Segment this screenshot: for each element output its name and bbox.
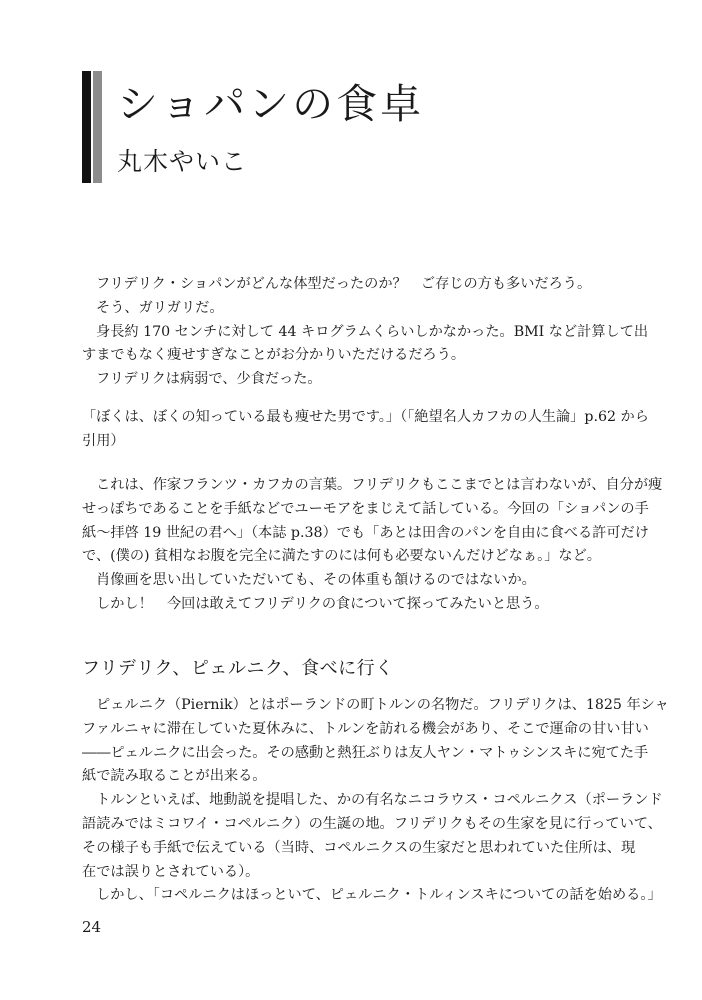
section-line-3: ――ピェルニクに出会った。その感動と熱狂ぶりは友人ヤン・マトゥシンスキに宛てた手 [82,744,649,761]
quote-block [82,406,649,454]
para2-line-5: 肖像画を思い出していただいても、その体重も頷けるのではないか。 [96,572,536,589]
intro-line-3: 身長約 170 センチに対して 44 キログラムくらいしかなかった。BMI など計算して出 [96,323,649,340]
section-heading: フリデリク、ピェルニク、食べに行く [82,658,394,679]
section-line-9: しかし、「コペルニクはほっといて、ピェルニク・トルィンスキについての話を始める。」 [96,887,662,904]
author-name: 丸木やいこ [117,147,248,176]
quote-line-2: 引用） [82,432,125,449]
section-line-4: 紙で読み取ることが出来る。 [82,768,267,785]
section-line-7: その様子も手紙で伝えている（当時、コペルニクスの生家だと思われていた住所は、現 [82,839,636,856]
section-line-5: トルンといえば、地動説を提唱した、かの有名なニコラウス・コペルニクス（ポーランド [96,792,663,809]
intro-paragraph [82,273,649,392]
title-bar-dark [82,71,91,183]
para2-line-6: しかし！ 今回は敢えてフリデリクの食について探ってみたいと思う。 [96,595,549,612]
section-line-1: ピェルニク（Piernik）とはポーランドの町トルンの名物だ。フリデリクは、1825 年シャ [96,697,669,713]
section-line-2: ファルニャに滞在していた夏休みに、トルンを訪れる機会があり、そこで運命の甘い甘い [82,720,649,737]
para2-line-4: で、(僕の) 貧相なお腹を完全に満たすのには何も必要ないんだけどなぁ。」など。 [82,548,601,565]
page-number: 24 [82,918,102,936]
quote-line-1: 「ぼくは、ぼくの知っている最も痩せた男です。」（「絶望名人カフカの人生論」p.62 から [82,409,649,425]
para2-line-2: せっぽちであることを手紙などでユーモアをまじえて話している。今回の「ショパンの手 [82,500,649,517]
intro-line-4: すまでもなく痩せすぎなことがお分かりいただけるだろう。 [82,347,466,364]
para2-line-1: これは、作家フランツ・カフカの言葉。フリデリクもここまでとは言わないが、自分が痩 [96,477,663,493]
article-title: ショパンの食卓 [117,80,425,128]
title-bar-gray [93,71,102,183]
section-line-8: 在では誤りとされている）。 [82,863,260,880]
para2-line-3: 紙〜拝啓 19 世紀の君へ」（本誌 p.38）でも「あとは田舎のパンを自由に食べる許可だけ [82,524,649,541]
section-line-6: 語読みではミコワイ・コペルニク）の生誕の地。フリデリクもその生家を見に行っていて、 [82,815,662,832]
section-paragraph [82,694,669,908]
intro-line-2: そう、ガリガリだ。 [96,299,224,316]
intro-line-5: フリデリクは病弱で、少食だった。 [96,371,322,388]
second-paragraph [82,474,663,617]
intro-line-1: フリデリク・ショパンがどんな体型だったのか？ ご存じの方も多いだろう。 [96,276,592,292]
